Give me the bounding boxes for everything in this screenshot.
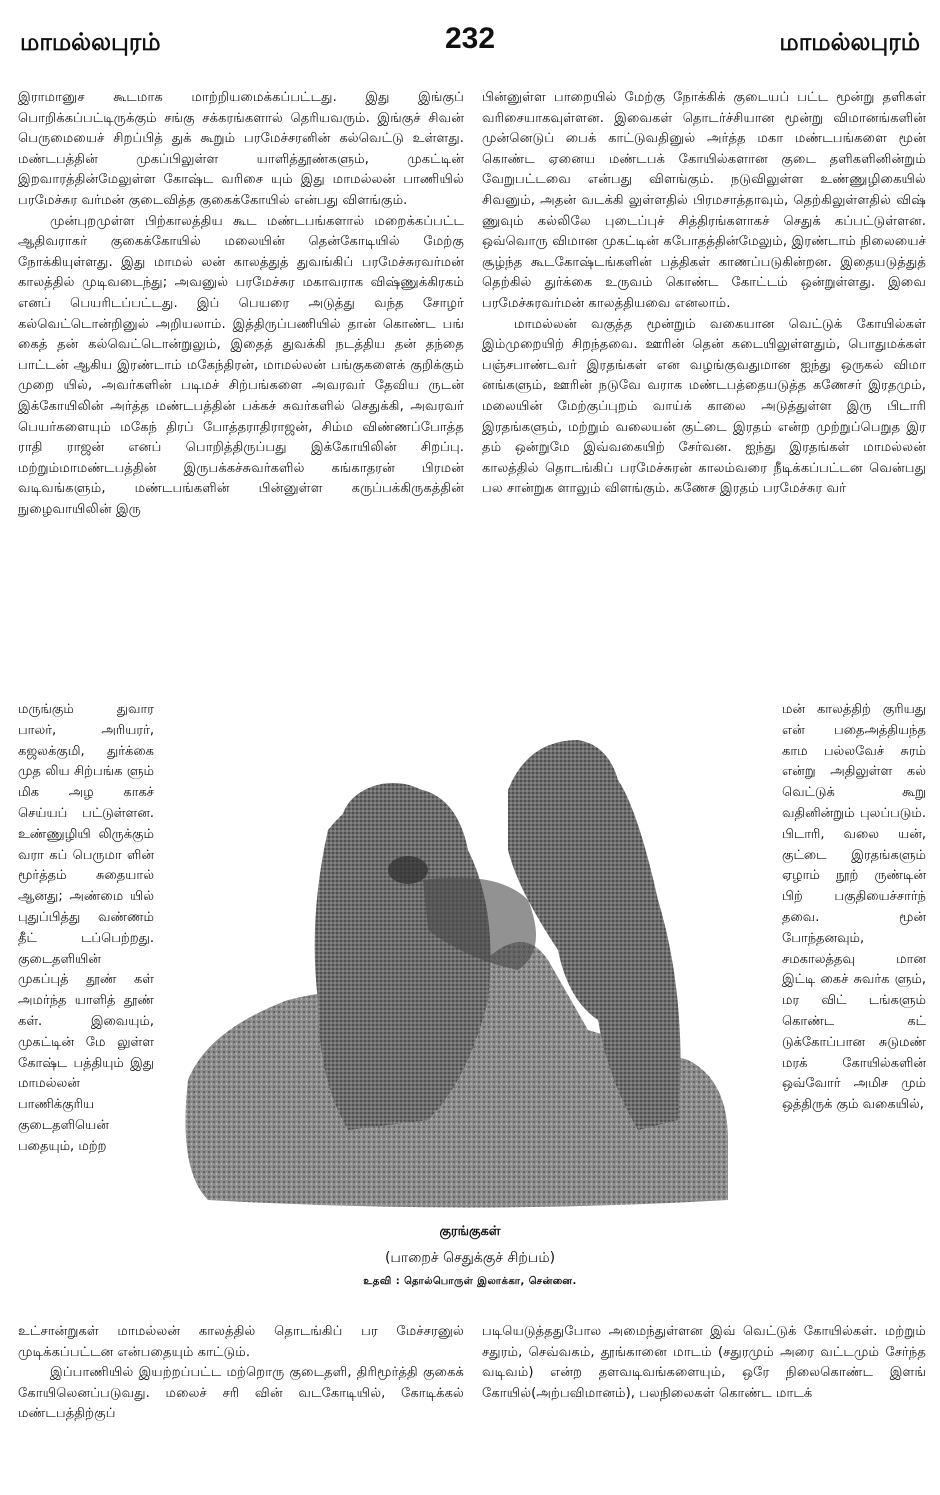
paragraph: படியெடுத்ததுபோல அமைந்துள்ளன இவ் வெட்டுக் கோயில்கள். மற்றும் சதுரம், செவ்வகம், தூங்கானை மாடம் (சதுரமும் அரை வட்டமும் சேர்ந்த வடிவம்) என்ற தளவடிவங்களையும், ஒரே நிலைகொண்ட இளங் கோயில்(அற்பவிமானம்), பலநிலைகள் கொண்ட மாடக் <box>482 1324 926 1401</box>
figure-credit: உதவி : தொல்பொருள் இலாக்கா, சென்னை. <box>363 1276 577 1287</box>
right-column-top <box>482 88 926 500</box>
left-column-top <box>18 88 464 520</box>
paragraph: உட்சான்றுகள் மாமல்லன் காலத்தில் தொடங்கிப் பர மேச்சரனுல் முடிக்கப்பட்டன என்பதையும் காட்டும். <box>18 1324 464 1360</box>
right-column-bottom <box>482 1322 926 1404</box>
figure-caption-title: குரங்குகள் <box>439 1224 501 1239</box>
paragraph: மன் காலத்திற் குரியது என் பதைஅத்தியந்த காம பல்லவேச் சுரம் என்று அதிலுள்ள கல் வெட்டுக் கூறு வதினின்றும் புலப்படும். பிடாரி, வலை யன், குட்டை இரதங்களும் ஏழாம் நூற் ருண்டின் பிற் பகுதியைச்சார்ந் தவை. மூன் போந்தனவும், சமகாலத்தவு மான இட்டி கைச் சுவர்க ளும், மர விட் டங்களும் கொண்ட கட் டுக்கோப்பான சுடுமண் மரக் கோயில்களின் ஒவ்வோர் அமிச மும் ஒத்திருக் கும் வகையில், <box>782 702 926 1113</box>
right-narrow-column <box>782 700 926 1116</box>
paragraph: முன்புறமுள்ள பிற்காலத்திய கூட மண்டபங்களால் மறைக்கப்பட்ட ஆதிவராகர் குகைக்கோயில் மலையின் தென்கோடியில் மேற்கு நோக்கியுள்ளது. இது மாமல் லன் காலத்துத் துவங்கிப் பரமேச்சுரவர்மன் காலத்தில் முடிவடைந்து; அவனுல் பரமேச்சுர மகாவராக விஷ்ணுக்கிரகம் எனப் பெயரிடப்பட்டது. இப் பெயரை அடுத்து வந்த சோழர் கல்வெட்டொன்றினுல் அறியலாம். இத்திருப்பணியில் தான் கொண்ட பங் கைத் தன் கல்வெட்டொன்றுலும், இதைத் துவக்கி நடத்திய தன் தந்தை பாட்டன் ஆகிய இரண்டாம் மகேந்திரன், மாமல்லன் பங்குகளைக் குறிக்கும் முறை யில், அவர்களின் படிமச் சிற்பங்களை அவரவர் தேவிய ருடன் இக்கோயிலின் அர்த்த மண்டபத்தின் பக்கச் சுவர்களில் செதுக்கி, அவரவர் பெயர்களையும் மகேந் திரப் போத்தராதிராஜன், சிம்ம விண்ணப்போத்த ராதி ராஜன் எனப் பொறித்திருப்பது இக்கோயிலின் சிறப்பு. மற்றும்மாமண்டபத்தின் இருபக்கச்சுவர்களில் கங்காதரன் பிரமன் வடிவங்களும், மண்டபங்களின் பின்னுள்ள கருப்பக்கிருகத்தின் நுழைவாயிலின் இரு <box>18 213 464 517</box>
paragraph: இராமானுச கூடமாக மாற்றியமைக்கப்பட்டது. இது இங்குப் பொறிக்கப்பட்டிருக்கும் சங்கு சக்கரங்களால் தெரியவரும். இங்குச் சிவன் பெருமையைச் சிறப்பித் துக் கூறும் பரமேச்சரனின் கல்வெட்டு உள்ளது. மண்டபத்தின் முகப்பிலுள்ள யாளித்தூண்களும், முகட்டின் இறவாரத்தின்மேலுள்ள கோஷ்ட வரிசை யும் இது மாமல்லன் பாணியில் பரமேச்சுர வர்மன் குடைவித்த குகைக்கோயில் என்பது விளங்கும். <box>18 90 464 208</box>
figure-caption-subtitle: (பாறைச் செதுக்குச் சிற்பம்) <box>384 1250 556 1266</box>
paragraph: இப்பாணியில் இயற்றப்பட்ட மற்றொரு குடைதளி, திரிமூர்த்தி குகைக் கோயிலெனப்படுவது. மலைச் சரி வின் வடகோடியில், கோடிக்கல் மண்டபத்திற்குப் <box>18 1365 464 1422</box>
monkeys-sculpture-image <box>168 700 772 1220</box>
left-column-bottom <box>18 1322 464 1425</box>
left-narrow-column <box>18 700 154 1158</box>
page-number: 232 <box>444 22 496 55</box>
paragraph: மாமல்லன் வகுத்த மூன்றும் வகையான வெட்டுக் கோயில்கள் இம்முறையிற் சிறந்தவை. ஊரின் தென் கடையிலுள்ளதும், பொதுமக்கள் பஞ்சபாண்டவர் இரதங்கள் என வழங்குவதுமான ஐந்து ஒருகல் விமா னங்களும், ஊரின் நடுவே வராக மண்டபத்தையடுத்த கணேசர் இரதமும், மலையின் மேற்குப்புறம் வாய்க் காலை அடுத்துள்ள இரு பிடாரி இரதங்களும், மற்றும் வலையன் குட்டை இரதம் என்ற முற்றுப்பெறுத இர தம் ஒன்றுமே இவ்வகையிற் சேர்வன. ஐந்து இரதங்கள் மாமல்லன் காலத்தில் தொடங்கிப் பரமேச்சுரன் காலம்வரை நீடிக்கப்பட்டன வென்பது பல சான்றுக ளாலும் விளங்கும். கணேச இரதம் பரமேச்சுர வர் <box>482 316 926 497</box>
paragraph: பின்னுள்ள பாறையில் மேற்கு நோக்கிக் குடையப் பட்ட மூன்று தளிகள் வரிசையாகவுள்ளன. இவைகள் தொடர்ச்சியான மூன்று விமானங்களின் முன்னெடுப் பைக் காட்டுவதினுல் அர்த்த மகா மண்டபங்களை மூன் கொண்ட ஏனைய மண்டபக் கோயில்களான குடை தளிகளினின்றும் வேறுபட்டவை என்பது விளங்கும். நடுவிலுள்ள உண்ணுழிகையில் சிவனும், அதன் வடக்கி லுள்ளதில் பிரமசாத்தாவும், தெற்கிலுள்ளதில் விஷ் ணுவும் கல்லிலே புடைப்புச் சித்திரங்களாகச் செதுக் கப்பட்டுள்ளன. ஒவ்வொரு விமான முகட்டின் கபோதத்தின்மேலும், இரண்டாம் நிலையைச் சூழ்ந்த கூடகோஷ்டங்களின் பத்திகள் காணப்படுகின்றன. இதையடுத்துத் தெற்கில் துர்க்கை உருவம் கொண்ட கோட்டம் ஒன்றுள்ளது. இவை பரமேச்சுரவர்மன் காலத்தியவை எனலாம். <box>482 90 926 311</box>
paragraph: மருங்கும் துவார பாலர், அரியரர், கஜலக்குமி, துர்க்கை முத லிய சிற்பங்க ளும் மிக அழ காகச் செய்யப் பட்டுள்ளன. உண்ணுழியி லிருக்கும் வரா கப் பெருமா ளின் மூர்த்தம் சுதையால் ஆனது; அண்மை யில் புதுப்பித்து வண்ணம் தீட் டப்பெற்றது. குடைதளியின் முகப்புத் தூண் கள் அமர்ந்த யாளித் தூண் கள். இவையும், முகட்டின் மே லுள்ள கோஷ்ட பத்தியும் இது மாமல்லன் பாணிக்குரிய குடைதளியென் பதையும், மற்ற <box>18 702 154 1154</box>
running-head-right: மாமல்லபுரம் <box>779 28 920 56</box>
sculpture-photo <box>168 700 772 1220</box>
running-head-left: மாமல்லபுரம் <box>20 28 161 56</box>
page-header <box>20 22 920 68</box>
